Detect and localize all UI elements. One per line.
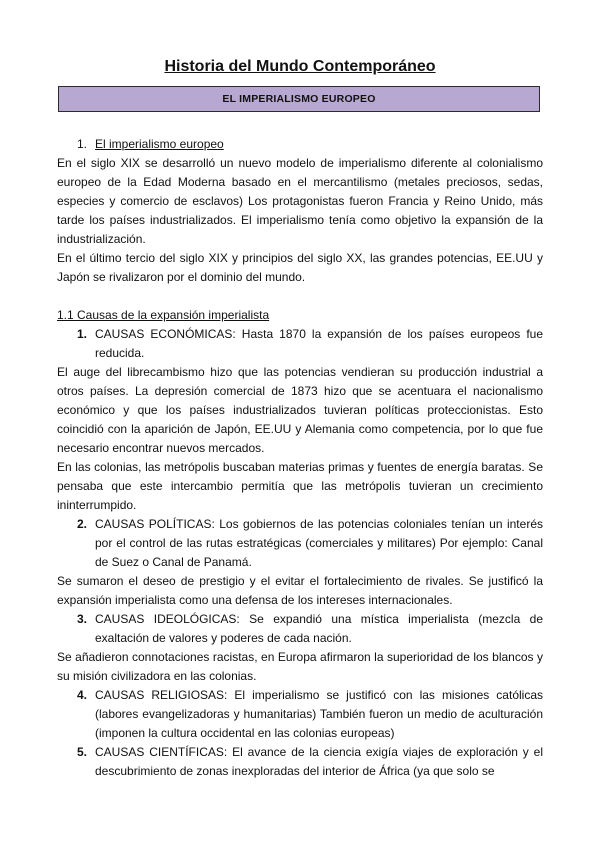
list-item: [77, 686, 543, 743]
section-number: 1.: [77, 137, 88, 151]
list-number: 4.: [77, 688, 88, 702]
list-number: 3.: [77, 612, 88, 626]
section-heading-text: El imperialismo europeo: [95, 137, 224, 151]
section-heading: [77, 135, 543, 154]
section-banner: EL IMPERIALISMO EUROPEO: [58, 86, 540, 112]
list-item: [77, 743, 543, 781]
paragraph: En las colonias, las metrópolis buscaban materias primas y fuentes de energía baratas. Se pensaba que este intercambio permitía que las metrópolis tuvieran un crecimiento ininterrumpido.: [57, 460, 543, 512]
list-item-text: CAUSAS RELIGIOSAS: El imperialismo se justificó con las misiones católicas (labores evangelizadoras y humanitarias) También fueron un medio de aculturación (imponen la cultura occidental en las colonias europeas): [95, 688, 543, 740]
list-item-text: CAUSAS IDEOLÓGICAS: Se expandió una mística imperialista (mezcla de exaltación de valores y poderes de cada nación.: [95, 612, 543, 645]
list-item: [77, 515, 543, 572]
list-number: 1.: [77, 327, 88, 341]
subsection-heading: 1.1 Causas de la expansión imperialista: [57, 308, 270, 322]
paragraph: Se sumaron el deseo de prestigio y el evitar el fortalecimiento de rivales. Se justificó la expansión imperialista como una defensa de los intereses internacionales.: [57, 574, 543, 607]
list-item: [77, 325, 543, 363]
list-item-text: CAUSAS ECONÓMICAS: Hasta 1870 la expansión de los países europeos fue reducida.: [95, 327, 543, 360]
paragraph: El auge del librecambismo hizo que las potencias vendieran su producción industrial a otros países. La depresión comercial de 1873 hizo que se acentuara el nacionalismo económico y que los países industrializados tuvieran políticas proteccionistas. Esto coincidió con la aparición de Japón, EE.UU y Alemania como competencia, por lo que fue necesario encontrar nuevos mercados.: [57, 365, 543, 455]
page-title: Historia del Mundo Contemporáneo: [164, 58, 436, 75]
list-item: [77, 610, 543, 648]
paragraph: En el último tercio del siglo XIX y principios del siglo XX, las grandes potencias, EE.UU y Japón se rivalizaron por el dominio del mundo.: [57, 251, 543, 284]
list-item-text: CAUSAS POLÍTICAS: Los gobiernos de las potencias coloniales tenían un interés por el control de las rutas estratégicas (comerciales y militares) Por ejemplo: Canal de Suez o Canal de Panamá.: [95, 517, 543, 569]
document-body: [57, 135, 543, 781]
list-item-text: CAUSAS CIENTÍFICAS: El avance de la ciencia exigía viajes de exploración y el descubrimiento de zonas inexploradas del interior de África (ya que solo se: [95, 745, 543, 778]
paragraph: En el siglo XIX se desarrolló un nuevo modelo de imperialismo diferente al colonialismo europeo de la Edad Moderna basado en el mercantilismo (metales preciosos, sedas, especies y comercio de esclavos) Los protagonistas fueron Francia y Reino Unido, más tarde los países industrializados. El imperialismo tenía como objetivo la expansión de la industrialización.: [57, 156, 543, 246]
list-number: 2.: [77, 517, 88, 531]
paragraph: Se añadieron connotaciones racistas, en Europa afirmaron la superioridad de los blancos y su misión civilizadora en las colonias.: [57, 650, 543, 683]
list-number: 5.: [77, 745, 88, 759]
